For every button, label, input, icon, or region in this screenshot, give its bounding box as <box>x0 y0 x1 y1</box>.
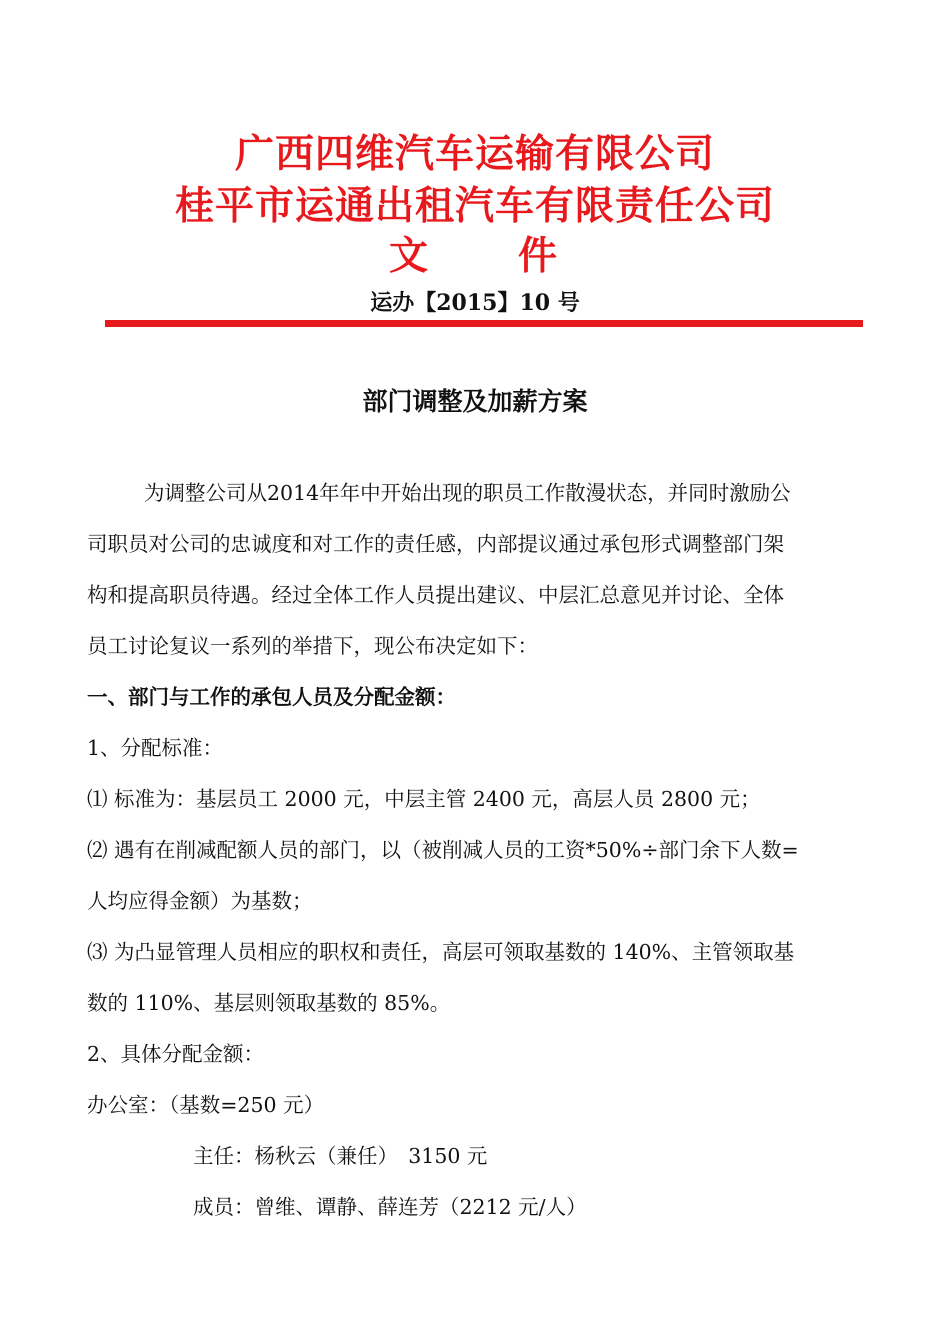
document-heading: 文 件 <box>388 233 561 279</box>
item-heading-1: 1、分配标准： <box>87 736 224 760</box>
standard-2-line-2: 人均应得金额）为基数； <box>87 889 313 913</box>
document-title: 部门调整及加薪方案 <box>362 387 588 416</box>
intro-line-4: 员工讨论复议一系列的举措下，现公布决定如下： <box>87 634 538 658</box>
intro-line-1: 为调整公司从2014年年中开始出现的职员工作散漫状态，并同时激励公 <box>144 481 791 505</box>
intro-line-2: 司职员对公司的忠诚度和对工作的责任感，内部提议通过承包形式调整部门架 <box>87 532 784 556</box>
item-heading-2: 2、具体分配金额： <box>87 1042 265 1066</box>
company-name-1: 广西四维汽车运输有限公司 <box>234 131 715 177</box>
standard-3-line-2: 数的 110%、基层则领取基数的 85%。 <box>87 991 451 1015</box>
company-name-2: 桂平市运通出租汽车有限责任公司 <box>174 183 775 229</box>
office-heading: 办公室：（基数=250 元） <box>87 1093 325 1117</box>
standard-1: ⑴ 标准为：基层员工 2000 元，中层主管 2400 元，高层人员 2800 元； <box>87 787 761 811</box>
office-director: 主任：杨秋云（兼任） 3150 元 <box>193 1144 488 1168</box>
document-body <box>87 468 857 1233</box>
standard-2-line-1: ⑵ 遇有在削减配额人员的部门，以（被削减人员的工资*50%÷部门余下人数= <box>87 838 799 862</box>
red-divider <box>105 320 863 327</box>
office-members: 成员：曾维、谭静、薛连芳（2212 元/人） <box>193 1195 587 1219</box>
document-number: 运办【2015】10 号 <box>370 290 580 316</box>
section-heading-1: 一、部门与工作的承包人员及分配金额： <box>87 685 456 709</box>
standard-3-line-1: ⑶ 为凸显管理人员相应的职权和责任，高层可领取基数的 140%、主管领取基 <box>87 940 795 964</box>
intro-line-3: 构和提高职员待遇。经过全体工作人员提出建议、中层汇总意见并讨论、全体 <box>87 583 784 607</box>
